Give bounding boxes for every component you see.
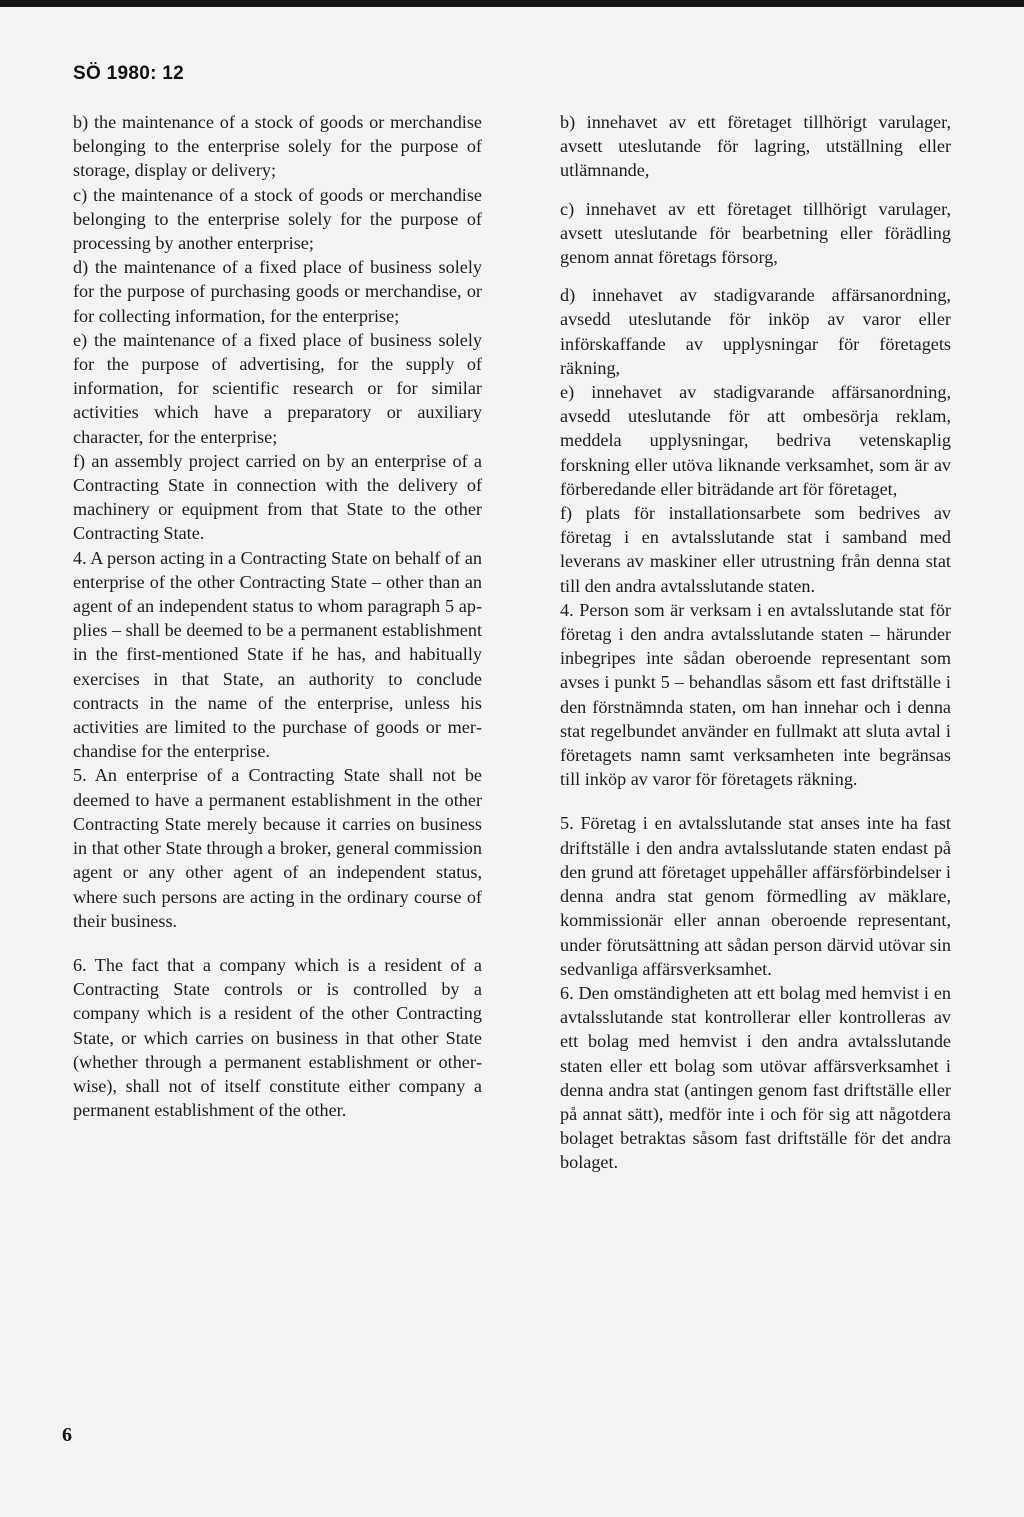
swedish-paragraph-d: d) innehavet av stadigvarande affärsanordning, avsedd uteslutande för inköp av varor eller införskaffande av upplysningar för företagets räkning,: [560, 285, 951, 378]
document-reference: SÖ 1980: 12: [73, 63, 185, 84]
english-paragraph-e: e) the maintenance of a fixed place of business solely for the purpose of advertising, for the supply of information, for scientific research or for similar activities which have a preparatory or auxiliary character, for the enterprise;: [73, 329, 482, 447]
english-paragraph-6: 6. The fact that a company which is a resident of a Contracting State controls or is controlled by a company which is a resident of the other Contracting State, or which carries on business in that other State (whether through a permanent establishment or otherwise), shall not of itself constitute either company a permanent establishment of the other.: [73, 954, 482, 1121]
top-rule: [0, 0, 1024, 7]
swedish-paragraph-5: 5. Företag i en avtalsslutande stat anses inte ha fast driftställe i den andra avtalsslutande staten endast på den grund att företaget uppehåller affärsförbindelser i denna andra stat genom förmedling av mäklare, kommissionär eller annan oberoende representant, under förutsättning att sådan person därvid utövar sin sedvanliga affärsverksamhet.: [560, 813, 951, 979]
swedish-paragraph-b: b) innehavet av ett företaget tillhörigt varulager, avsett uteslutande för lagring, utställning eller utlämnande,: [560, 112, 951, 181]
swedish-paragraph-4: 4. Person som är verksam i en avtalsslutande stat för företag i den andra avtalsslutande staten – härunder inbegripes inte sådan oberoende representant som avses i punkt 5 – behandlas såsom ett fast driftställe i den förstnämnda staten, om han innehar och i denna stat regelbundet använder en fullmakt att sluta avtal i företagets namn samt verksamheten inte begränsas till inköp av varor för företagets räkning.: [560, 599, 951, 790]
swedish-paragraph-6: 6. Den omständigheten att ett bolag med hemvist i en avtalsslutande stat kontrollerar eller kontrolleras av ett bolag med hemvist i den andra avtalsslutande staten eller ett bolag som utövar affärsverksamhet i denna andra stat (antingen genom fast driftställe eller på annat sätt), medför inte i och för sig att någotdera bolaget betraktas såsom fast driftställe för det andra bolaget.: [560, 982, 951, 1173]
swedish-paragraph-f: f) plats för installationsarbete som bedrives av företag i en avtalsslutande stat i samband med leverans av maskiner eller utrustning från denna stat till den andra avtalsslutande staten.: [560, 503, 951, 596]
english-paragraph-f: f) an assembly project carried on by an enterprise of a Contracting State in connection with the delivery of machinery or equipment from that State to the other Contracting State.: [73, 450, 482, 544]
swedish-paragraph-e: e) innehavet av stadigvarande affärsanordning, avsedd uteslutande för att ombesörja reklam, meddela upplysningar, bedriva vetenskaplig forskning eller utöva liknande verksamhet, som är av förberedande eller biträdande art för företaget,: [560, 382, 951, 499]
english-paragraph-d: d) the maintenance of a fixed place of business solely for the purpose of purchasing goods or merchandise, or for collecting information, for the enterprise;: [73, 257, 482, 326]
english-paragraph-5: 5. An enterprise of a Contracting State shall not be deemed to have a permanent establishment in the other Contracting State merely because it carries on business in that other State through a broker, general commission agent or any other agent of an independent status, where such persons are acting in the ordinary course of their business.: [73, 765, 482, 931]
swedish-column: [560, 110, 951, 1175]
english-paragraph-c: c) the maintenance of a stock of goods or merchandise belonging to the enterprise solely for the purpose of processing by another enterprise;: [73, 184, 482, 254]
page-number: 6: [62, 1424, 72, 1446]
english-paragraph-b: b) the maintenance of a stock of goods or merchandise belonging to the enterprise solely for the purpose of storage, display or delivery;: [73, 112, 482, 181]
swedish-paragraph-c: c) innehavet av ett företaget tillhörigt varulager, avsett uteslutande för bearbetning eller förädling genom annat företags försorg,: [560, 198, 951, 268]
english-column: [73, 110, 482, 1122]
english-paragraph-4: 4. A person acting in a Contracting State on behalf of an enterprise of the other Contracting State – other than an agent of an independent status to whom paragraph 5 applies – shall be deemed to be a permanent establishment in the first-mentioned State if he has, and habitually exercises in that State, an authority to conclude contracts in the name of the enterprise, unless his activities are limited to the purchase of goods or merchandise for the enterprise.: [73, 547, 482, 762]
